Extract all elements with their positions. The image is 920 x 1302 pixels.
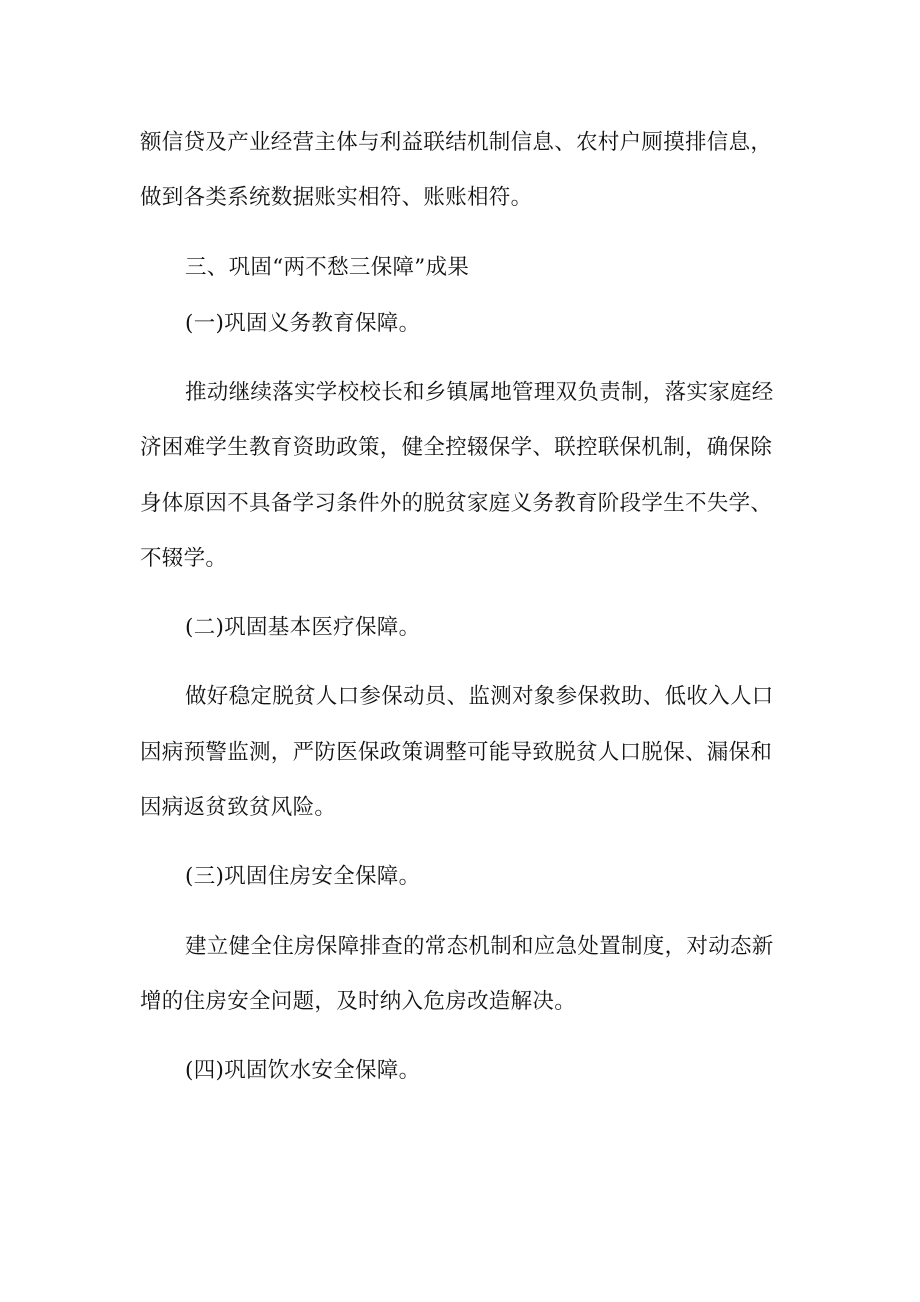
paragraph-line: 不辍学。 xyxy=(140,546,228,571)
paragraph-line: 做到各类系统数据账实相符、账账相符。 xyxy=(140,185,533,210)
paragraph-line: 建立健全住房保障排查的常态机制和应急处置制度，对动态新 xyxy=(185,934,774,959)
paragraph-line: 济困难学生教育资助政策，健全控辍保学、联控联保机制，确保除 xyxy=(140,435,773,460)
subsection-heading: (一)巩固义务教育保障。 xyxy=(185,311,421,336)
paragraph-line: 推动继续落实学校校长和乡镇属地管理双负责制，落实家庭经 xyxy=(185,380,774,405)
paragraph-line: 增的住房安全问题，及时纳入危房改造解决。 xyxy=(140,989,577,1014)
paragraph-line: 额信贷及产业经营主体与利益联结机制信息、农村户厕摸排信息， xyxy=(140,130,773,155)
subsection-heading: (二)巩固基本医疗保障。 xyxy=(185,615,421,640)
section-heading: 三、巩固“两不愁三保障”成果 xyxy=(185,255,470,280)
subsection-heading: (三)巩固住房安全保障。 xyxy=(185,864,421,889)
paragraph-line: 因病返贫致贫风险。 xyxy=(140,795,337,820)
paragraph-line: 做好稳定脱贫人口参保动员、监测对象参保救助、低收入人口 xyxy=(185,684,774,709)
subsection-heading: (四)巩固饮水安全保障。 xyxy=(185,1058,421,1083)
paragraph-line: 身体原因不具备学习条件外的脱贫家庭义务教育阶段学生不失学、 xyxy=(140,491,773,516)
paragraph-line: 因病预警监测，严防医保政策调整可能导致脱贫人口脱保、漏保和 xyxy=(140,740,773,765)
